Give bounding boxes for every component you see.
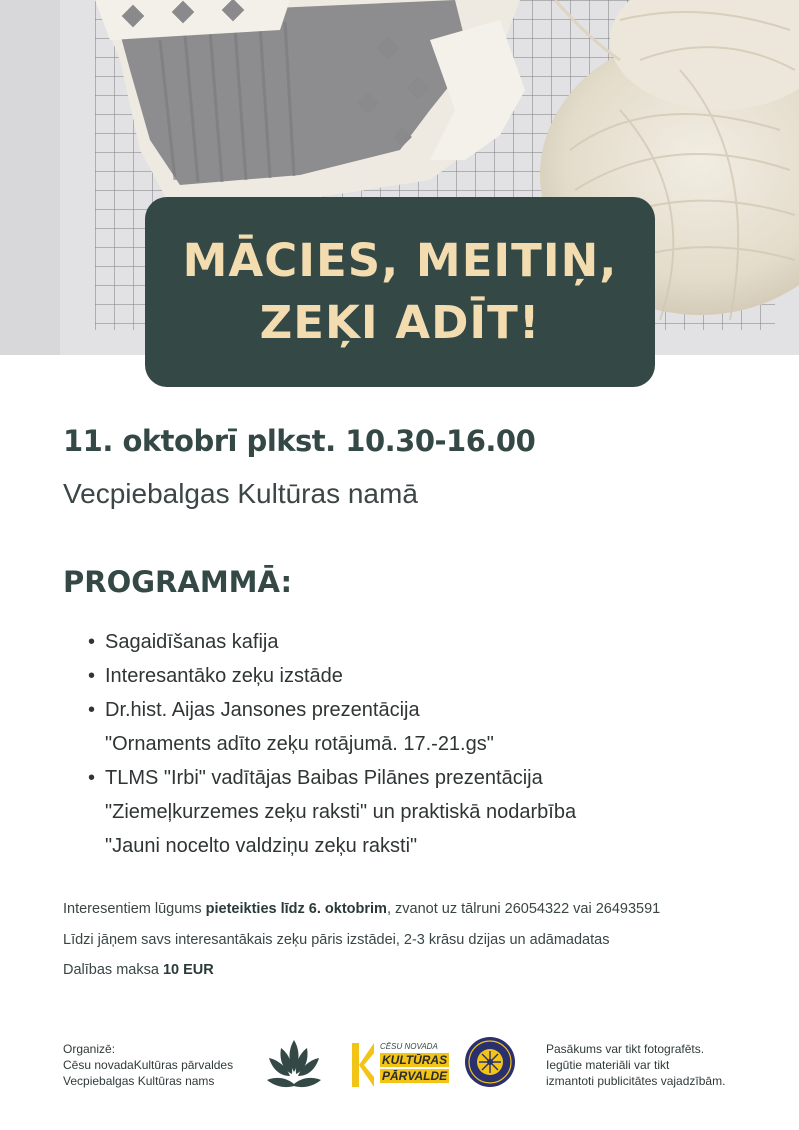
program-list [88, 625, 576, 863]
registration-info [63, 901, 660, 917]
photo-notice [546, 1041, 725, 1089]
program-item-subline: "Ziemeļkurzemes zeķu raksti" un praktiskā nodarbība [105, 801, 577, 823]
organizer-2: Vecpiebalgas Kultūras nams [63, 1074, 215, 1088]
program-item [88, 625, 576, 659]
fee-amount: 10 EUR [162, 962, 214, 978]
k-mark-icon [350, 1039, 376, 1091]
program-item-line: Dr.hist. Aijas Jansones prezentācija [105, 699, 420, 721]
program-item-line: Sagaidīšanas kafija [105, 631, 279, 653]
info-phone-text: , zvanot uz tālruni 26054322 vai 26493591 [386, 901, 661, 917]
lotus-logo-icon [265, 1038, 323, 1092]
info-deadline: pieteikties līdz 6. oktobrim [205, 901, 387, 917]
bullet-icon: • [88, 699, 96, 721]
organizers-label: Organizē: [63, 1042, 116, 1056]
logo2-line3: PĀRVALDE [382, 1069, 448, 1083]
program-heading: PROGRAMMĀ: [63, 565, 293, 599]
program-item [88, 761, 576, 863]
bullet-icon: • [88, 631, 96, 653]
logo2-line2: KULTŪRAS [382, 1053, 448, 1067]
fee-label: Dalības maksa [63, 962, 163, 978]
notice-line-1: Pasākums var tikt fotografēts. [546, 1042, 705, 1056]
bring-info: Līdzi jāņem savs interesantākais zeķu pāris izstādei, 2-3 krāsu dzijas un adāmadatas [63, 932, 610, 948]
event-date-time: 11. oktobrī plkst. 10.30-16.00 [63, 424, 536, 458]
organizer-1: Cēsu novadaKultūras pārvaldes [63, 1058, 234, 1072]
program-item [88, 693, 576, 761]
title-line-2: ZEĶI ADĪT! [259, 296, 541, 349]
program-item-subline: "Jauni nocelto valdziņu zeķu raksti" [105, 835, 418, 857]
logo2-line1: CĒSU NOVADA [380, 1042, 438, 1051]
program-item [88, 659, 576, 693]
program-item-line: TLMS "Irbi" vadītājas Baibas Pilānes prezentācija [105, 767, 543, 789]
fee-info [63, 962, 214, 978]
bullet-icon: • [88, 665, 96, 687]
title-line-1: MĀCIES, MEITIŅ, [182, 234, 618, 287]
event-venue: Vecpiebalgas Kultūras namā [63, 478, 418, 509]
title-banner [145, 197, 655, 387]
bullet-icon: • [88, 767, 96, 789]
notice-line-3: izmantoti publicitātes vajadzībām. [546, 1074, 726, 1088]
program-item-line: Interesantāko zeķu izstāde [105, 665, 343, 687]
notice-line-2: Iegūtie materiāli var tikt [546, 1058, 670, 1072]
cesu-kultura-logo [350, 1038, 448, 1092]
program-item-subline: "Ornaments adīto zeķu rotājumā. 17.-21.gs" [105, 733, 494, 755]
info-text: Interesentiem lūgums [63, 901, 206, 917]
organizers [63, 1041, 233, 1089]
vecpiebalga-seal-icon [464, 1036, 516, 1088]
